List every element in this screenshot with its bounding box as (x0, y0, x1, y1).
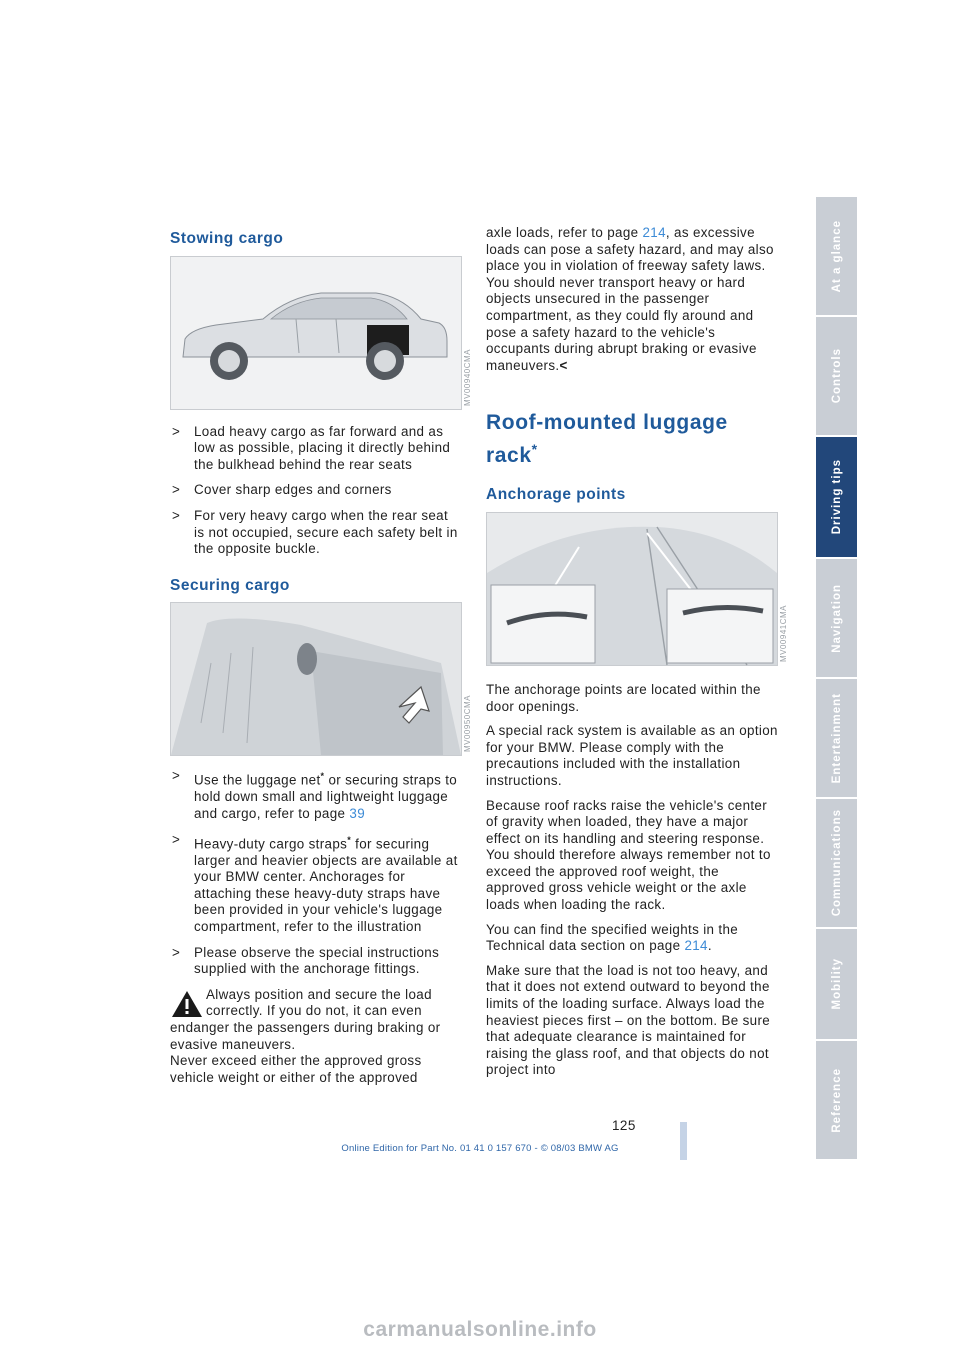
list-item: > Heavy-duty cargo straps* for securing larger and heavier objects are available at your BMW center. Anchorages for attaching these heavy-duty straps have been provided in your vehicle's luggage compartment, refer to the illustration (172, 831, 458, 935)
warning-text-line2: Never exceed either the approved gross vehicle weight or either of the approved (170, 1053, 422, 1085)
paragraph: You should therefore always remember not to exceed the approved roof weight, the approved gross vehicle weight or the axle loads when loading the rack. (486, 847, 771, 913)
figure-luggage-compartment (170, 602, 473, 756)
securing-bullet-list (170, 768, 462, 977)
page-link-214[interactable]: 214 (684, 938, 708, 954)
tab-navigation[interactable]: Navigation (816, 559, 857, 679)
tab-mobility[interactable]: Mobility (816, 929, 857, 1041)
paragraph: A special rack system is available as an option for your BMW. Please comply with the precautions included with the installation instructions. (486, 723, 778, 788)
paragraph: Because roof racks raise the vehicle's center of gravity when loaded, they have a major effect on its handling and steering response. (486, 797, 768, 846)
paragraph: The anchorage points are located within the door openings. (486, 681, 761, 714)
section-title-stowing-cargo: Stowing cargo (170, 230, 284, 247)
section-title-securing-cargo: Securing cargo (170, 576, 290, 594)
right-column (486, 225, 789, 1087)
section-title-roof-rack: Roof-mounted luggage rack* (486, 411, 728, 468)
list-item: > Load heavy cargo as far forward and as low as possible, placing it directly behind the bulkhead behind the rear seats (172, 423, 451, 472)
paragraph: Make sure that the load is not too heavy, and that it does not extend outward to beyond the limits of the loading surface. Always load the heaviest pieces first – on the bottom. Be sure that adequate clearance is maintained for raising the glass roof, and that objects do not project into (486, 962, 771, 1078)
page-number-bar (680, 1122, 687, 1160)
page-link-39[interactable]: 39 (349, 806, 366, 821)
tab-driving-tips[interactable]: Driving tips (816, 437, 857, 559)
figure-code: MV00950CMA (463, 695, 473, 753)
page-number: 125 (612, 1118, 636, 1133)
figure-code: MV00941CMA (779, 604, 789, 662)
paragraph: You can find the specified weights in the Technical data section on page 214. (486, 921, 739, 954)
footer-edition: Online Edition for Part No. 01 41 0 157 670 - © 08/03 BMW AG (341, 1143, 619, 1154)
list-item: > For very heavy cargo when the rear seat is not occupied, secure each safety belt in the opposite buckle. (172, 507, 458, 557)
section-title-anchorage-points: Anchorage points (486, 486, 626, 504)
tab-at-a-glance[interactable]: At a glance (816, 197, 857, 317)
luggage-compartment-illustration (171, 603, 461, 755)
tab-reference[interactable]: Reference (816, 1041, 857, 1161)
warning-triangle-icon (170, 989, 204, 1019)
tab-controls[interactable]: Controls (816, 317, 857, 437)
figure-anchorage-points (486, 512, 789, 666)
car-side-illustration (171, 257, 461, 409)
page-link-214[interactable]: 214 (642, 225, 666, 240)
chapter-tabs (816, 197, 857, 1159)
list-item: > Use the luggage net* or securing straps to hold down small and lightweight luggage and cargo, refer to page 39 (172, 768, 458, 821)
warning-note (170, 987, 462, 1087)
list-item: > Cover sharp edges and corners (172, 482, 392, 498)
warning-text-first: Always position and secure the load correctly. If you do not, it can even (206, 986, 432, 1019)
warning-text-rest: endanger the passengers during braking or evasive maneuvers. (170, 1020, 441, 1052)
tab-entertainment[interactable]: Entertainment (816, 679, 857, 799)
continued-paragraph: axle loads, refer to page 214, as excessive loads can pose a safety hazard, and may also place you in violation of freeway safety laws. (486, 225, 774, 274)
watermark: carmanualsonline.info (363, 1318, 597, 1341)
anchorage-points-illustration (487, 513, 777, 665)
tab-communications[interactable]: Communications (816, 799, 857, 929)
stowing-bullet-list (170, 424, 462, 558)
list-item: > Please observe the special instructions supplied with the anchorage fittings. (172, 944, 440, 977)
figure-car-side-view (170, 256, 473, 410)
continued-paragraph-2: You should never transport heavy or hard objects unsecured in the passenger compartment, as they could fly around and pose a safety hazard to the vehicle's occupants during abrupt braking or evasive maneuvers.< (486, 274, 757, 373)
left-column (170, 225, 473, 1086)
figure-code: MV00940CMA (463, 348, 473, 406)
end-mark: < (559, 357, 568, 373)
